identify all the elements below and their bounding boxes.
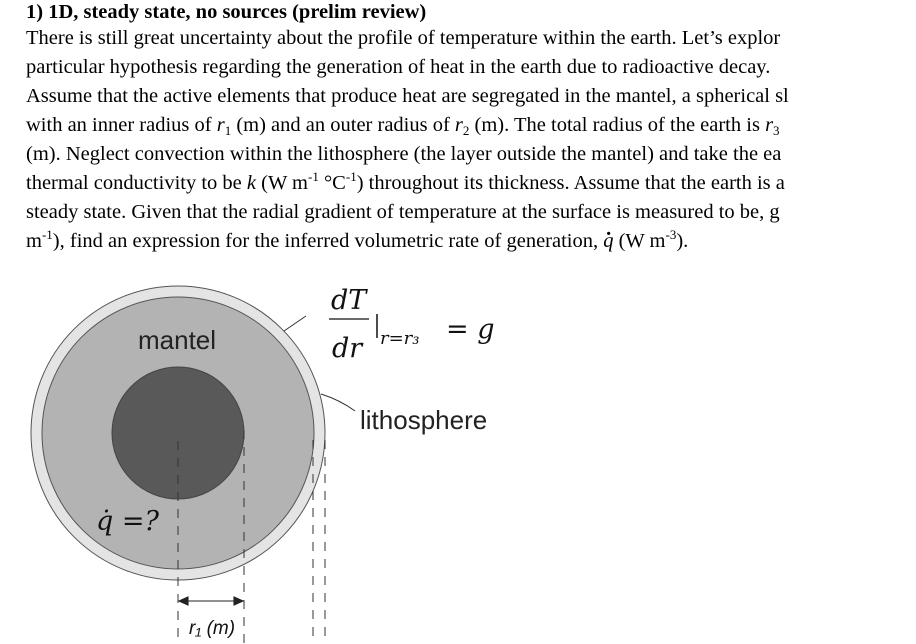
problem-heading: 1) 1D, steady state, no sources (prelim review): [26, 1, 427, 23]
text-line-1: There is still great uncertainty about the profile of temperature within the earth. Let’s explor: [26, 27, 781, 49]
text-line-6: thermal conductivity to be k (W $m^{-1}$ $^\circ C^{-1}$) throughout its thickness. Assume that the earth is a: [26, 169, 785, 194]
text-line-5: (m). Neglect convection within the lithosphere (the layer outside the mantel) and take the ea: [26, 143, 782, 165]
gradient-denominator: dr: [332, 333, 363, 364]
mantel-label: mantel: [138, 325, 217, 355]
gradient-rhs: = g: [446, 314, 495, 345]
text-line-2: particular hypothesis regarding the generation of heat in the earth due to radioactive decay.: [26, 56, 771, 78]
text-line-4: with an inner radius of $r_1$ (m) and an outer radius of $r_2$ (m). The total radius of the earth is $r_3$: [26, 114, 780, 138]
q-unknown-label: q̇ =?: [96, 506, 159, 537]
text-line-3: Assume that the active elements that produce heat are segregated in the mantel, a spherical sl: [26, 85, 789, 107]
lithosphere-leader: [321, 394, 355, 411]
text-line-8: $m^{-1}$), find an expression for the inferred volumetric rate of generation, · q (W $m^{-3}$).: [26, 227, 916, 256]
text-line-7: steady state. Given that the radial gradient of temperature at the surface is measured to be, g: [26, 201, 780, 223]
gradient-subscript: r=r₃: [380, 328, 420, 349]
r1-arrow-right-head: [234, 597, 243, 605]
lithosphere-label: lithosphere: [360, 405, 488, 435]
r1-arrow-left-head: [179, 597, 188, 605]
r1-label: r₁ (m): [189, 618, 236, 639]
gradient-numerator: dT: [331, 285, 367, 316]
gradient-leader: [284, 316, 306, 331]
